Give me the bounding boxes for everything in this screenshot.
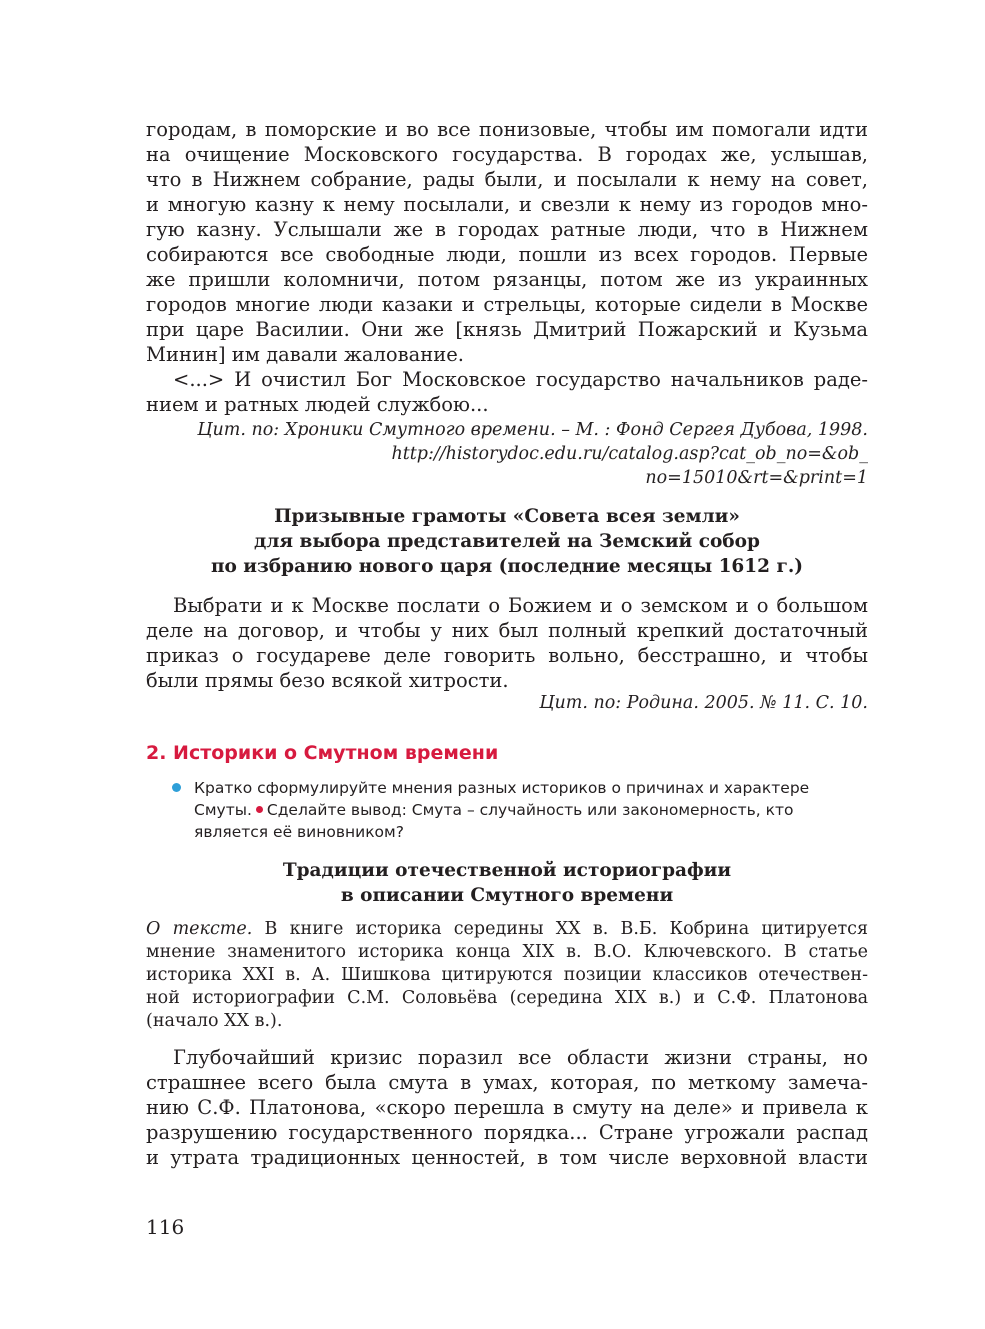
text-line: городам, в поморские и во все понизовые, чтобы им помогали идти — [146, 118, 868, 141]
quote-chronicle — [146, 117, 868, 417]
text-line: Глубочайший кризис поразил все области жизни страны, но — [173, 1046, 868, 1069]
task-block — [146, 777, 868, 843]
text-line: историка XXI в. А. Шишкова цитируются позиции классиков отечествен- — [146, 965, 868, 985]
text-line: городов многие люди казаки и стрельцы, которые сидели в Москве — [146, 293, 868, 316]
document-heading — [146, 504, 868, 579]
text-line: разрушению государственного порядка... Стране угрожали распад — [146, 1121, 868, 1144]
heading-line: Призывные грамоты «Совета всея земли» — [274, 506, 740, 527]
section-title: 2. Историки о Смутном времени — [146, 742, 499, 764]
text-line: нию С.Ф. Платонова, «скоро перешла в смуту на деле» и привела к — [146, 1096, 868, 1119]
text-line: страшнее всего была смута в умах, которая, по меткому замеча- — [146, 1071, 868, 1094]
text-line: Минин] им давали жалование. — [146, 343, 464, 366]
citation-link-line: http://historydoc.edu.ru/catalog.asp?cat_ob_no=&ob_ — [391, 444, 868, 464]
citation-line: Цит. по: Родина. 2005. № 11. С. 10. — [539, 693, 868, 713]
text-line: нием и ратных людей службою... — [146, 393, 489, 416]
text-line: при царе Василии. Они же [князь Дмитрий Пожарский и Кузьма — [146, 318, 868, 341]
citation-rodina — [146, 691, 868, 715]
citation-link-line: no=15010&rt=&print=1 — [645, 468, 868, 488]
text-line: на очищение Московского государства. В городах же, услышав, — [146, 143, 868, 166]
page-number: 116 — [146, 1215, 185, 1239]
about-label: О тексте. — [146, 919, 253, 939]
bullet-icon — [172, 783, 181, 792]
citation-line: Цит. по: Хроники Смутного времени. – М. : Фонд Сергея Дубова, 1998. — [197, 420, 868, 440]
task-text: Сделайте вывод: Смута – случайность или закономерность, кто — [266, 801, 794, 819]
text-line — [146, 918, 868, 941]
task-line — [194, 799, 868, 821]
section-header — [146, 741, 868, 765]
citation-chronicle — [146, 418, 868, 490]
bullet-icon — [256, 806, 263, 813]
about-text-part: В книге историка середины XX в. В.Б. Кобрина цитируется — [252, 919, 868, 939]
text-line: приказ о государеве деле говорить вольно, бесстрашно, и чтобы — [146, 644, 868, 667]
text-line: Выбрати и к Москве послати о Божием и о земском и о большом — [173, 594, 868, 617]
heading-line: по избранию нового царя (последние месяцы 1612 г.) — [210, 556, 804, 577]
text-line: что в Нижнем собрание, рады были, и посылали к нему на совет, — [146, 168, 868, 191]
text-line: и утрата традиционных ценностей, в том числе верховной власти — [146, 1146, 868, 1169]
text-line: же пришли коломничи, потом рязанцы, потом же из украинных — [146, 268, 868, 291]
heading-line: в описании Смутного времени — [340, 885, 674, 906]
task-line: Кратко сформулируйте мнения разных историков о причинах и характере — [194, 779, 810, 797]
heading-line: для выбора представителей на Земский собор — [254, 531, 760, 552]
text-line: (начало XX в.). — [146, 1011, 283, 1031]
text-line: гую казну. Услышали же в городах ратные люди, что в Нижнем — [146, 218, 868, 241]
quote-gramoty — [146, 593, 868, 693]
heading-line: Традиции отечественной историографии — [282, 860, 732, 881]
text-line: мнение знаменитого историка конца XIX в. В.О. Ключевского. В статье — [146, 942, 868, 962]
text-line: были прямы безо всякой хитрости. — [146, 669, 509, 692]
about-text — [146, 918, 868, 1033]
quote-historians — [146, 1045, 868, 1170]
text-line: собираются все свободные люди, пошли из всех городов. Первые — [146, 243, 868, 266]
text-line: <...> И очистил Бог Московское государство начальников раде- — [173, 368, 868, 391]
task-line: является её виновником? — [194, 823, 404, 841]
text-line: ной историографии С.М. Соловьёва (середина XIX в.) и С.Ф. Платонова — [146, 988, 868, 1008]
task-text: Смуты. — [194, 801, 252, 819]
text-line: и многую казну к нему посылали, и свезли к нему из городов мно- — [146, 193, 868, 216]
historiography-heading — [146, 858, 868, 908]
text-line: деле на договор, и чтобы у них был полный крепкий достаточный — [146, 619, 868, 642]
quote-paragraph — [146, 117, 868, 417]
